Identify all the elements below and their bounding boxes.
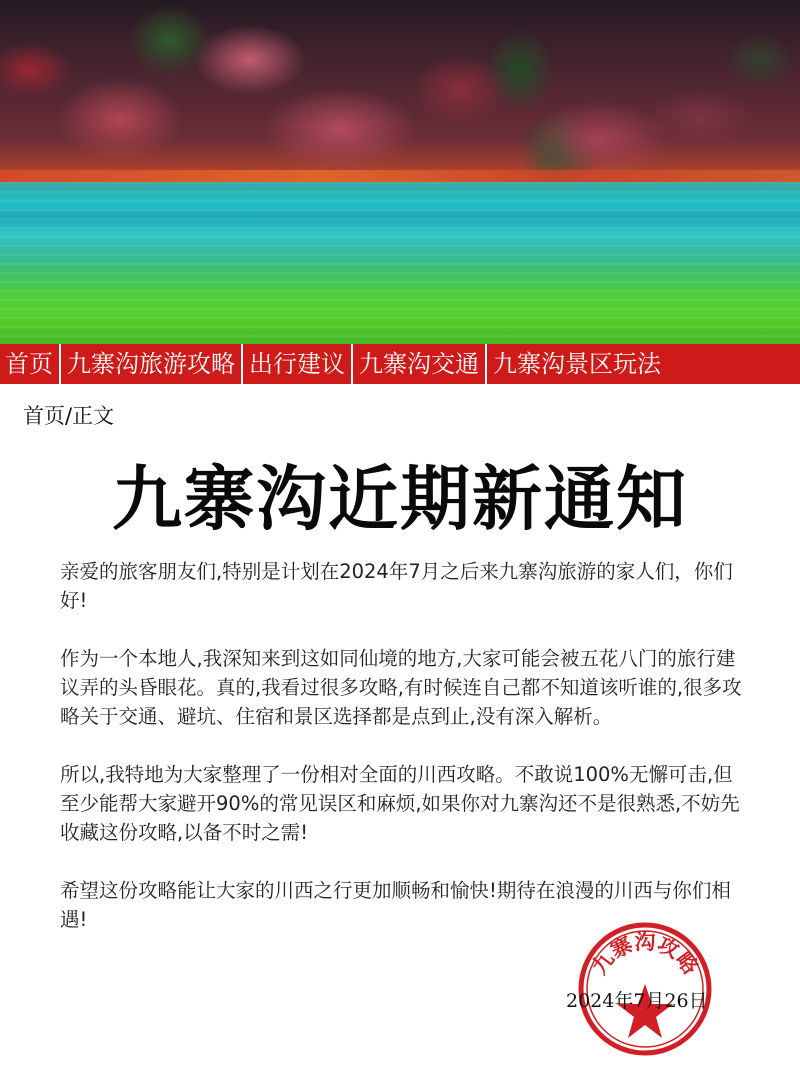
article-paragraph-greeting: 亲爱的旅客朋友们,特别是计划在2024年7月之后来九寨沟旅游的家人们，你们好! (60, 560, 733, 612)
breadcrumb-separator: / (65, 404, 73, 428)
nav-item-travel-guide[interactable]: 九寨沟旅游攻略 (61, 344, 243, 384)
nav-item-scenic-play[interactable]: 九寨沟景区玩法 (493, 350, 661, 378)
page-title: 九寨沟近期新通知 (112, 457, 688, 540)
breadcrumb-home-link[interactable]: 首页 (23, 404, 65, 428)
article-paragraph-guide: 所以,我特地为大家整理了一份相对全面的川西攻略。不敢说100%无懈可击,但至少能帮大家避开90%的常见误区和麻烦,如果你对九寨沟还不是很熟悉,不妨先收藏这份攻略,以备不时之需! (60, 763, 740, 844)
article-paragraph-closing: 希望这份攻略能让大家的川西之行更加顺畅和愉快!期待在浪漫的川西与你们相遇! (60, 879, 731, 931)
breadcrumb (23, 401, 114, 431)
article-body (60, 557, 750, 963)
breadcrumb-current: 正文 (72, 404, 115, 428)
seal-text: 九寨沟攻略 (586, 929, 704, 979)
hero-turquoise-lake (0, 182, 800, 344)
top-nav-bar (0, 344, 800, 384)
nav-item-transport[interactable]: 九寨沟交通 (353, 344, 487, 384)
hero-autumn-forest (0, 0, 800, 185)
article-date: 2024年7月26日 (566, 990, 708, 1012)
nav-item-travel-tips[interactable]: 出行建议 (243, 344, 353, 384)
nav-item-home[interactable]: 首页 (0, 344, 61, 384)
article-paragraph-intro: 作为一个本地人,我深知来到这如同仙境的地方,大家可能会被五花八门的旅行建议弄的头昏眼花。真的,我看过很多攻略,有时候连自己都不知道该听谁的,很多攻略关于交通、避坑、住宿和景区选择都是点到止,没有深入解析。 (60, 647, 742, 728)
hero-image (0, 0, 800, 344)
